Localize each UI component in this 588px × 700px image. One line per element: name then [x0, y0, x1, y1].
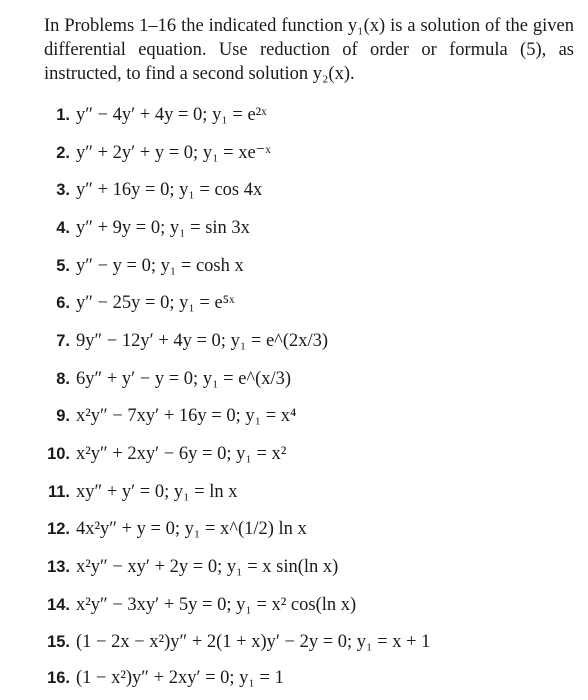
- problem-number: 16.: [47, 669, 70, 687]
- problem-number: 14.: [47, 596, 70, 614]
- problem-number: 8.: [56, 370, 70, 388]
- problem-equation: 9y″ − 12y′ + 4y = 0; y₁ = e^(2x/3): [76, 331, 329, 351]
- problem-number: 7.: [56, 332, 70, 350]
- problem-equation: (1 − x²)y″ + 2xy′ = 0; y₁ = 1: [76, 668, 284, 688]
- problem-number: 2.: [56, 144, 70, 162]
- problem-equation: 4x²y″ + y = 0; y₁ = x^(1/2) ln x: [76, 519, 307, 539]
- problem-number: 11.: [47, 483, 70, 501]
- problem-number: 15.: [47, 633, 70, 651]
- problem-number: 6.: [56, 294, 70, 312]
- problem-equation: y″ + 9y = 0; y₁ = sin 3x: [76, 218, 250, 238]
- problem-equation: y″ − 4y′ + 4y = 0; y₁ = e²ˣ: [76, 105, 267, 125]
- problem-equation: x²y″ − 3xy′ + 5y = 0; y₁ = x² cos(ln x): [76, 595, 357, 615]
- problem-number: 12.: [47, 520, 70, 538]
- problem-equation: y″ + 2y′ + y = 0; y₁ = xe⁻ˣ: [76, 143, 271, 163]
- instructions-paragraph: In Problems 1–16 the indicated function y₁(x) is a solution of the given differential equation. Use reduction of order or formula (5), as instructed, to find a second solution y₂(x).: [44, 16, 574, 84]
- problem-number: 5.: [56, 257, 70, 275]
- problem-equation: y″ − 25y = 0; y₁ = e⁵ˣ: [76, 293, 235, 313]
- problem-number: 1.: [56, 106, 70, 124]
- problem-number: 4.: [56, 219, 70, 237]
- problem-equation: y″ − y = 0; y₁ = cosh x: [76, 256, 244, 276]
- problem-equation: x²y″ − xy′ + 2y = 0; y₁ = x sin(ln x): [76, 557, 339, 577]
- problem-number: 10.: [47, 445, 70, 463]
- problem-equation: xy″ + y′ = 0; y₁ = ln x: [76, 482, 238, 502]
- problem-equation: y″ + 16y = 0; y₁ = cos 4x: [76, 180, 263, 200]
- problem-equation: x²y″ − 7xy′ + 16y = 0; y₁ = x⁴: [76, 406, 297, 426]
- problem-equation: x²y″ + 2xy′ − 6y = 0; y₁ = x²: [76, 444, 287, 464]
- problem-number: 9.: [56, 407, 70, 425]
- problem-number: 3.: [56, 181, 70, 199]
- problem-equation: 6y″ + y′ − y = 0; y₁ = e^(x/3): [76, 369, 292, 389]
- problem-equation: (1 − 2x − x²)y″ + 2(1 + x)y′ − 2y = 0; y₁ = x + 1: [76, 632, 431, 652]
- problem-number: 13.: [47, 558, 70, 576]
